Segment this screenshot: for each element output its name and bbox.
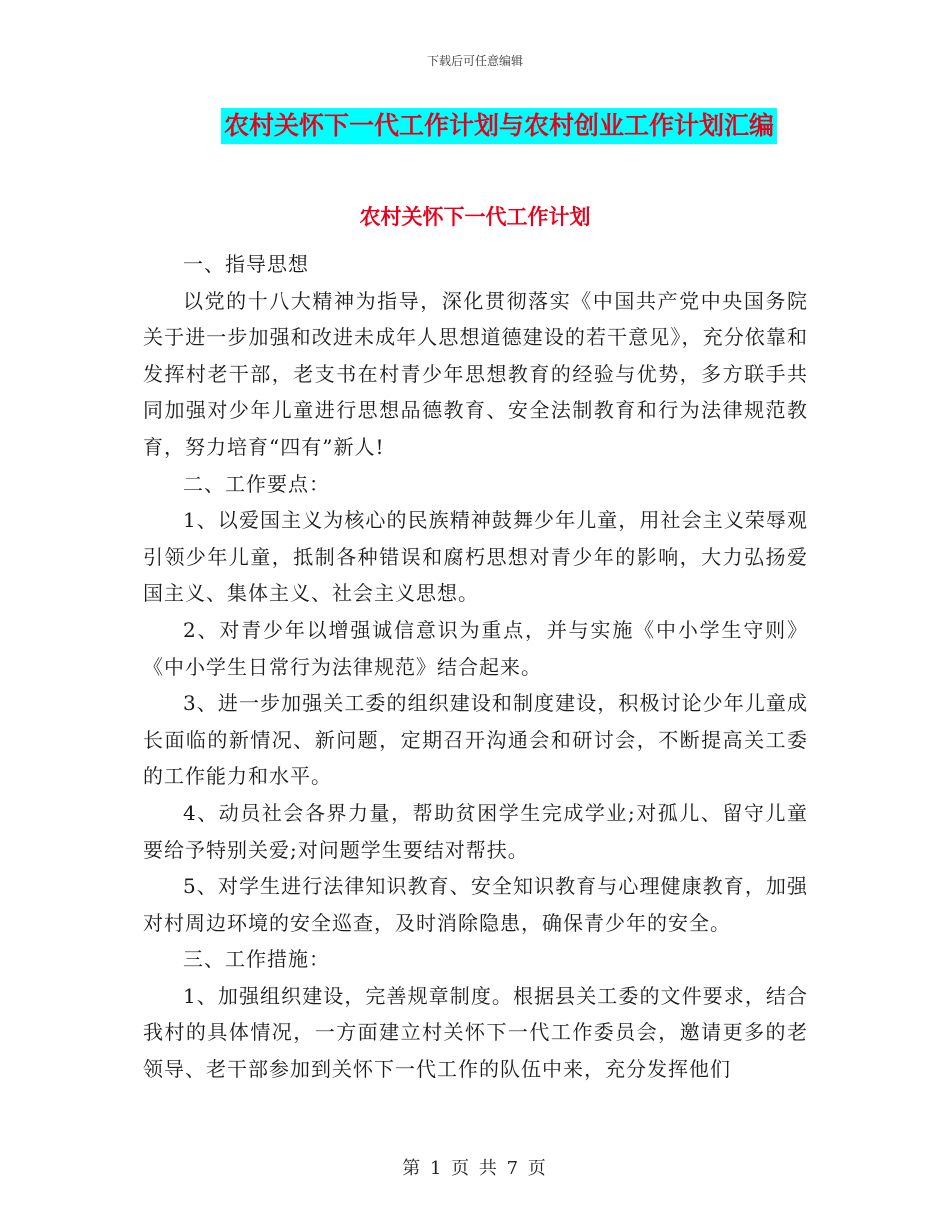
paragraph-point-4: 4、动员社会各界力量，帮助贫困学生完成学业;对孤儿、留守儿童要给予特别关爱;对问题学生要结对帮扶。 [143,800,808,862]
paragraph-measure-1: 1、加强组织建设，完善规章制度。根据县关工委的文件要求，结合我村的具体情况，一方面建立村关怀下一代工作委员会，邀请更多的老领导、老干部参加到关怀下一代工作的队伍中来，充分发挥他们 [143,983,808,1082]
section-title: 农村关怀下一代工作计划 [359,204,591,229]
page-header-note: 下载后可任意编辑 [426,54,523,68]
document-title: 农村关怀下一代工作计划与农村创业工作计划汇编 [221,108,777,144]
heading-guiding-ideology: 一、指导思想 [183,252,309,276]
page-footer-page-number: 第 1 页 共 7 页 [402,1158,548,1179]
heading-work-measures: 三、工作措施： [183,947,330,972]
document-title-container [0,108,950,144]
document-body [143,246,808,1088]
paragraph-point-2: 2、对青少年以增强诚信意识为重点，并与实施《中小学生守则》《中小学生日常行为法律规范》结合起来。 [143,617,808,679]
paragraph-point-1: 1、以爱国主义为核心的民族精神鼓舞少年儿童，用社会主义荣辱观引领少年儿童，抵制各种错误和腐朽思想对青少年的影响，大力弘扬爱国主义、集体主义、社会主义思想。 [143,508,808,606]
paragraph-guiding-ideology: 以党的十八大精神为指导，深化贯彻落实《中国共产党中央国务院关于进一步加强和改进未成年人思想道德建设的若干意见》，充分依靠和发挥村老干部，老支书在村青少年思想教育的经验与优势，多方联手共同加强对少年儿童进行思想品德教育、安全法制教育和行为法律规范教育，努力培育“四有”新人! [143,288,808,459]
paragraph-point-5: 5、对学生进行法律知识教育、安全知识教育与心理健康教育，加强对村周边环境的安全巡查，及时消除隐患，确保青少年的安全。 [143,874,808,935]
paragraph-point-3: 3、进一步加强关工委的组织建设和制度建设，积极讨论少年儿童成长面临的新情况、新问题，定期召开沟通会和研讨会，不断提高关工委的工作能力和水平。 [143,691,808,789]
heading-work-points: 二、工作要点： [183,471,330,496]
